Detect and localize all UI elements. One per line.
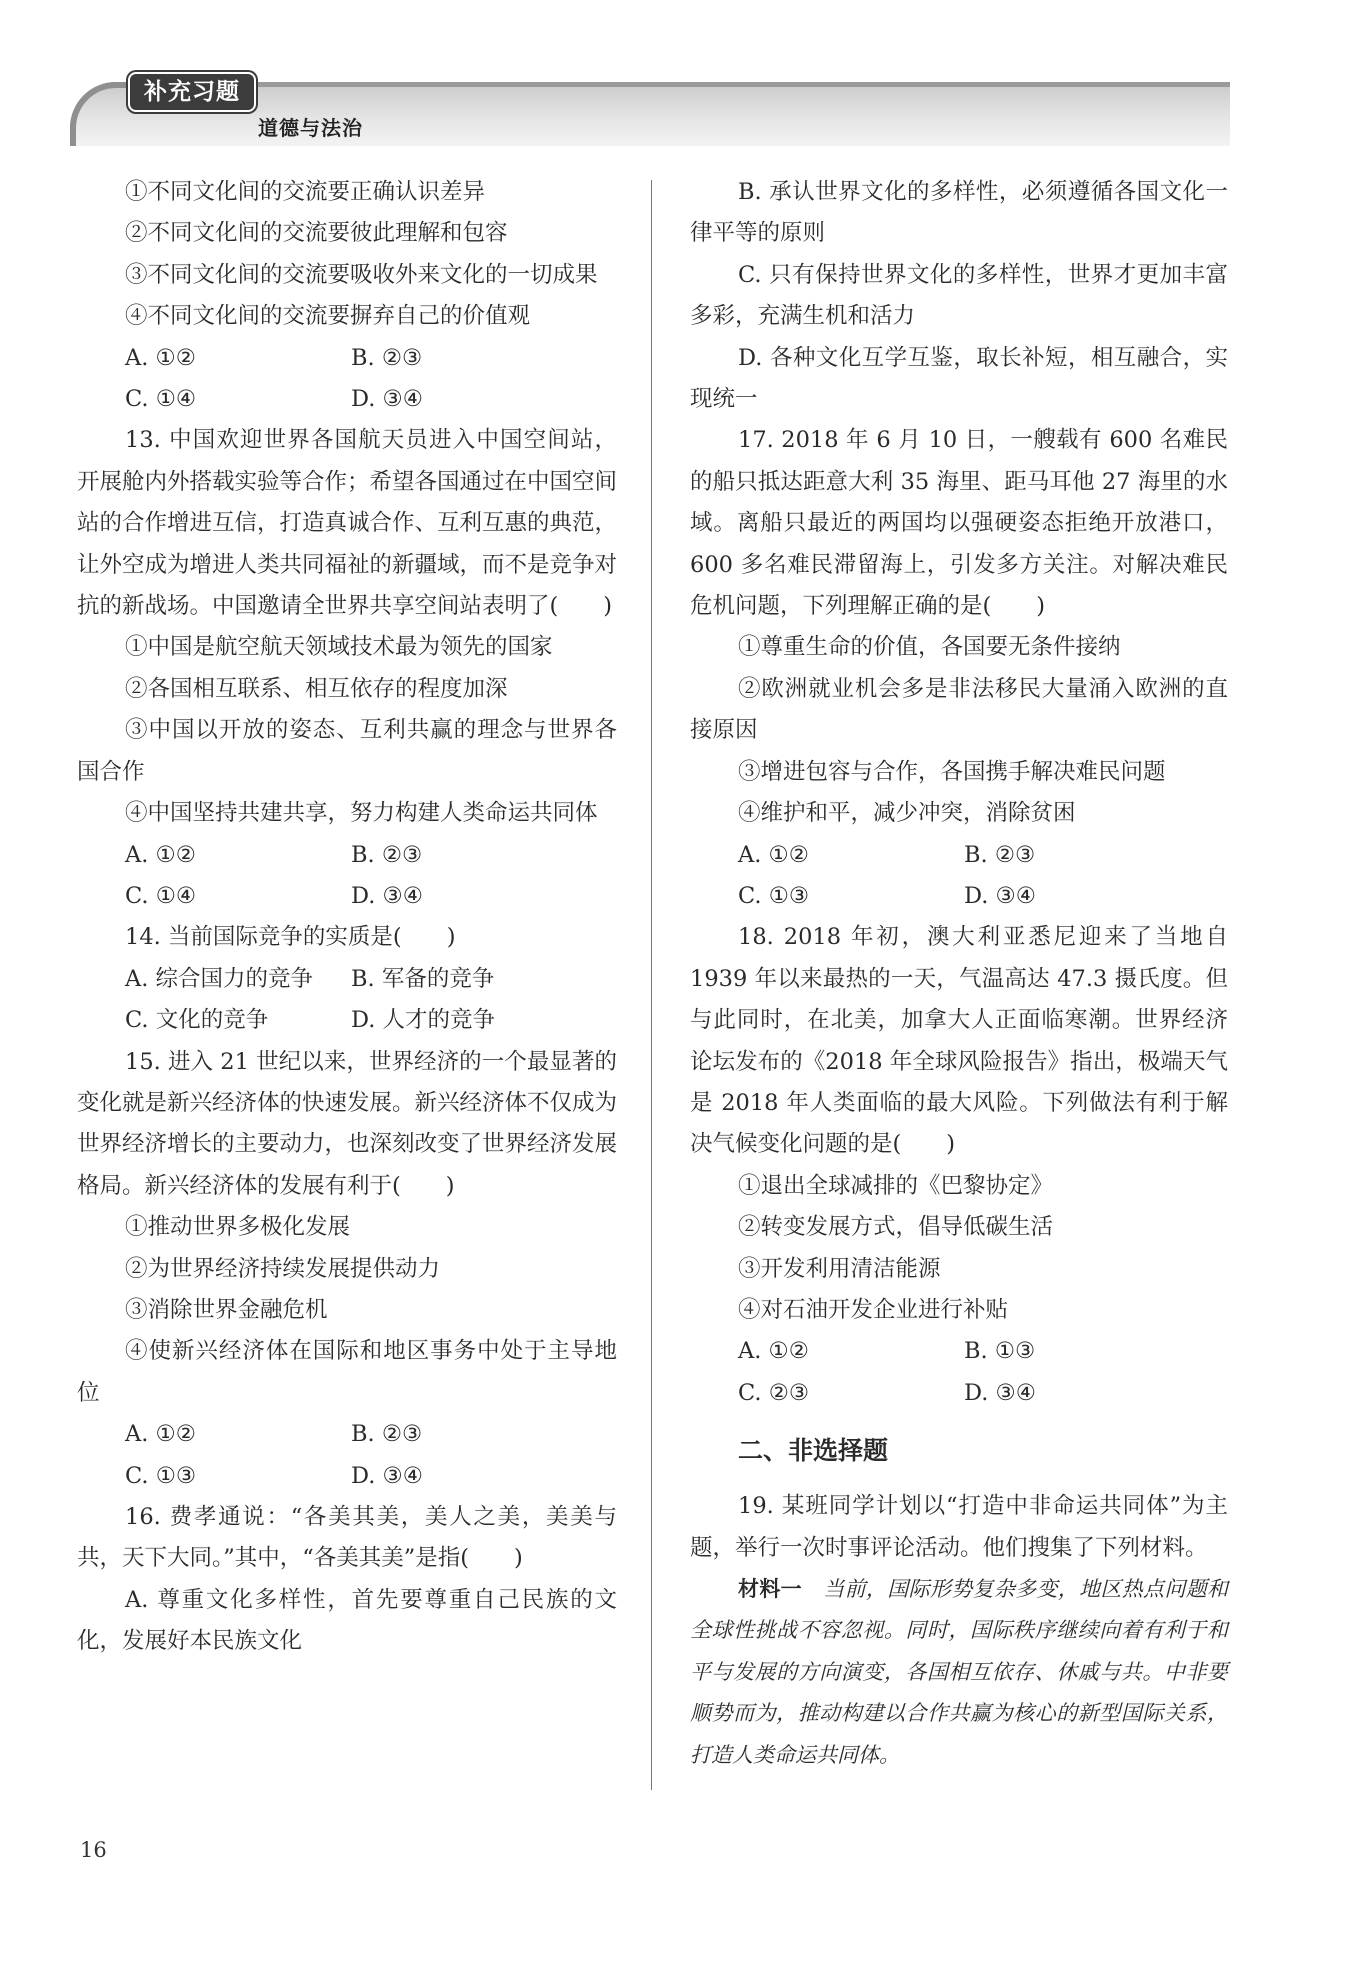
q13-option-a: A. ①② — [125, 841, 196, 868]
q17-options-row-1 — [690, 835, 1228, 876]
q17-item-3: ③增进包容与合作，各国携手解决难民问题 — [738, 758, 1166, 785]
q16-option-a: A. 尊重文化多样性，首先要尊重自己民族的文化，发展好本民族文化 — [77, 1586, 617, 1655]
q13-item-2: ②各国相互联系、相互依存的程度加深 — [125, 675, 508, 702]
subject-title: 道德与法治 — [258, 116, 363, 140]
q15-option-b: B. ②③ — [351, 1421, 423, 1448]
q14-option-b: B. 军备的竞争 — [351, 965, 495, 992]
q17-item-2: ②欧洲就业机会多是非法移民大量涌入欧洲的直接原因 — [690, 675, 1228, 744]
q15-options-row-1 — [77, 1414, 617, 1455]
q18-item-4: ④对石油开发企业进行补贴 — [738, 1296, 1009, 1323]
q18-stem: 18. 2018 年初，澳大利亚悉尼迎来了当地自 1939 年以来最热的一天，气温高达 47.3 摄氏度。但与此同时，在北美，加拿大人正面临寒潮。世界经济论坛发布的《2018 年全球风险报告》指出，极端天气是 2018 年人类面临的最大风险。下列做法有利于解决气候变化问题的是( ) — [690, 924, 1228, 1158]
q12-item-4: ④不同文化间的交流要摒弃自己的价值观 — [125, 303, 531, 330]
q15-options-row-2 — [77, 1456, 617, 1497]
q15-option-c: C. ①③ — [125, 1462, 197, 1489]
q15-option-d: D. ③④ — [351, 1462, 423, 1489]
q13-stem: 13. 中国欢迎世界各国航天员进入中国空间站，开展舱内外搭载实验等合作；希望各国通过在中国空间站的合作增进互信，打造真诚合作、互利互惠的典范，让外空成为增进人类共同福祉的新疆域，而不是竞争对抗的新战场。中国邀请全世界共享空间站表明了( ) — [77, 427, 618, 620]
q16-stem: 16. 费孝通说：“各美其美，美人之美，美美与共，天下大同。”其中，“各美其美”是指( ) — [77, 1504, 617, 1572]
q19-stem: 19. 某班同学计划以“打造中非命运共同体”为主题，举行一次时事评论活动。他们搜集了下列材料。 — [690, 1493, 1228, 1561]
material-text: 当前，国际形势复杂多变，地区热点问题和全球性挑战不容忽视。同时，国际秩序继续向着有利于和平与发展的方向演变，各国相互依存、休戚与共。中非要顺势而为，推动构建以合作共赢为核心的新型国际关系，打造人类命运共同体。 — [690, 1577, 1229, 1767]
q18-item-1: ①退出全球减排的《巴黎协定》 — [738, 1172, 1054, 1199]
q18-options-row-2 — [690, 1373, 1228, 1414]
q12-option-d: D. ③④ — [351, 386, 423, 413]
right-column — [690, 172, 1228, 1776]
q12-item-3: ③不同文化间的交流要吸收外来文化的一切成果 — [125, 261, 598, 288]
section-heading: 二、非选择题 — [738, 1436, 889, 1466]
q15-stem: 15. 进入 21 世纪以来，世界经济的一个最显著的变化就是新兴经济体的快速发展。新兴经济体不仅成为世界经济增长的主要动力，也深刻改变了世界经济发展格局。新兴经济体的发展有利于( ) — [77, 1048, 618, 1199]
q12-option-b: B. ②③ — [351, 344, 423, 371]
q18-option-c: C. ②③ — [738, 1379, 810, 1406]
q13-item-4: ④中国坚持共建共享，努力构建人类命运共同体 — [125, 800, 598, 827]
q14-options-row-1 — [77, 959, 617, 1000]
q14-option-d: D. 人才的竞争 — [351, 1007, 496, 1034]
q12-option-c: C. ①④ — [125, 386, 197, 413]
q14-option-a: A. 综合国力的竞争 — [125, 965, 314, 992]
q13-option-c: C. ①④ — [125, 882, 197, 909]
q15-item-1: ①推动世界多极化发展 — [125, 1214, 351, 1241]
q16-option-c: C. 只有保持世界文化的多样性，世界才更加丰富多彩，充满生机和活力 — [690, 261, 1228, 330]
q17-options-row-2 — [690, 876, 1228, 917]
q13-options-row-1 — [77, 835, 617, 876]
q18-option-b: B. ①③ — [964, 1338, 1036, 1365]
q17-item-4: ④维护和平，减少冲突，消除贫困 — [738, 800, 1076, 827]
q13-option-b: B. ②③ — [351, 841, 423, 868]
q15-item-2: ②为世界经济持续发展提供动力 — [125, 1255, 441, 1282]
q18-options-row-1 — [690, 1331, 1228, 1372]
q19-material-1 — [690, 1569, 1228, 1776]
left-column — [77, 172, 617, 1663]
q12-item-1: ①不同文化间的交流要正确认识差异 — [125, 179, 486, 205]
q17-item-1: ①尊重生命的价值，各国要无条件接纳 — [738, 634, 1121, 661]
q15-item-4: ④使新兴经济体在国际和地区事务中处于主导地位 — [77, 1338, 617, 1406]
material-label: 材料一 — [738, 1577, 802, 1601]
q18-option-a: A. ①② — [738, 1338, 809, 1365]
q12-item-2: ②不同文化间的交流要彼此理解和包容 — [125, 220, 508, 247]
q14-option-c: C. 文化的竞争 — [125, 1007, 269, 1034]
q18-item-2: ②转变发展方式，倡导低碳生活 — [738, 1214, 1054, 1241]
q17-option-c: C. ①③ — [738, 882, 810, 909]
q16-option-d: D. 各种文化互学互鉴，取长补短，相互融合，实现统一 — [690, 344, 1228, 413]
q12-option-a: A. ①② — [125, 344, 196, 371]
q17-option-a: A. ①② — [738, 841, 809, 868]
section-tag: 补充习题 — [128, 72, 256, 112]
q14-stem: 14. 当前国际竞争的实质是( ) — [125, 924, 456, 951]
q13-options-row-2 — [77, 876, 617, 917]
q13-item-1: ①中国是航空航天领域技术最为领先的国家 — [125, 634, 553, 661]
q15-option-a: A. ①② — [125, 1421, 196, 1448]
q17-option-d: D. ③④ — [964, 882, 1036, 909]
q17-stem: 17. 2018 年 6 月 10 日，一艘载有 600 名难民的船只抵达距意大利 35 海里、距马耳他 27 海里的水域。离船只最近的两国均以强硬姿态拒绝开放港口，600 多名难民滞留海上，引发多方关注。对解决难民危机问题，下列理解正确的是( ) — [690, 427, 1228, 620]
page-number: 16 — [80, 1838, 107, 1862]
column-divider — [651, 180, 652, 1790]
q18-item-3: ③开发利用清洁能源 — [738, 1255, 941, 1282]
q18-option-d: D. ③④ — [964, 1379, 1036, 1406]
q14-options-row-2 — [77, 1000, 617, 1041]
q12-options-row-1 — [77, 338, 617, 379]
q13-item-3: ③中国以开放的姿态、互利共赢的理念与世界各国合作 — [77, 717, 617, 785]
q12-options-row-2 — [77, 379, 617, 420]
q15-item-3: ③消除世界金融危机 — [125, 1296, 328, 1323]
q13-option-d: D. ③④ — [351, 882, 423, 909]
q16-option-b: B. 承认世界文化的多样性，必须遵循各国文化一律平等的原则 — [690, 179, 1228, 247]
q17-option-b: B. ②③ — [964, 841, 1036, 868]
